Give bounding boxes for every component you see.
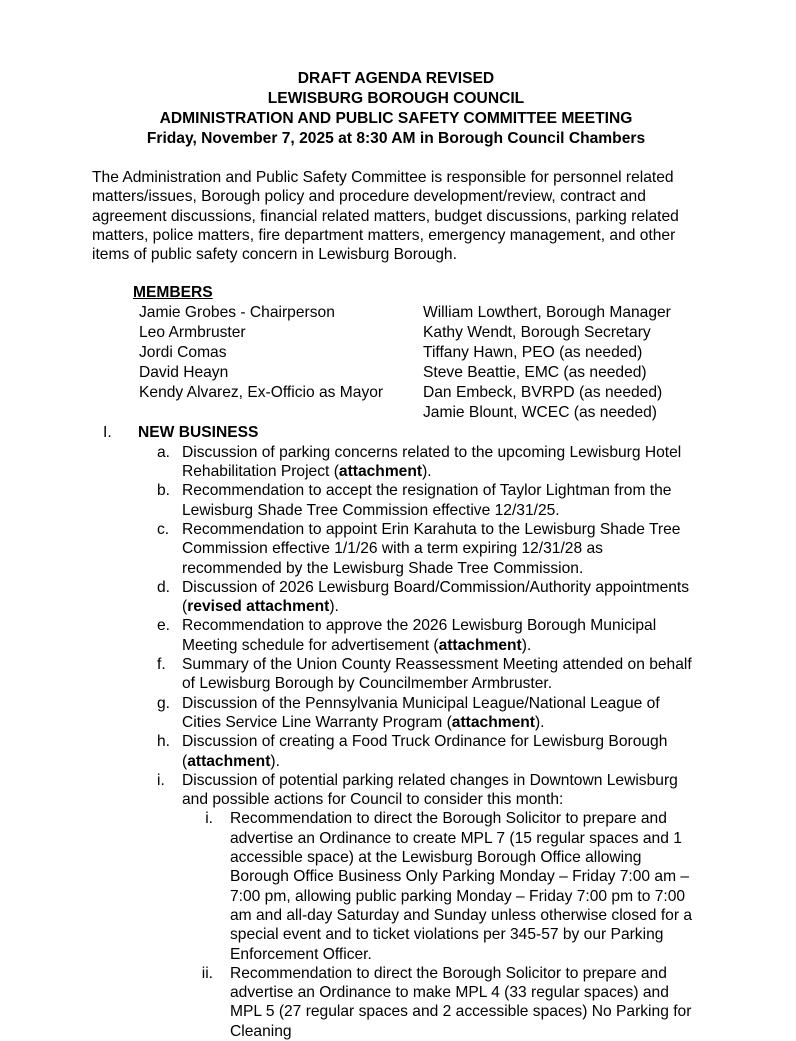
text-segment: Recommendation to appoint Erin Karahuta to the Lewisburg Shade Tree Commission effective 1/1/26 with a term expiring 12/31/28 as recommended by the Lewisburg Shade Tree Commission. xyxy=(182,520,681,577)
agenda-item xyxy=(157,578,700,617)
members-right-column xyxy=(423,303,700,423)
subitem-text xyxy=(230,809,700,963)
member-name: Tiffany Hawn, PEO (as needed) xyxy=(423,344,643,362)
section-title: NEW BUSINESS xyxy=(138,424,259,442)
item-text xyxy=(182,694,700,733)
member-name: Steve Beattie, EMC (as needed) xyxy=(423,364,647,382)
member-name: Jamie Grobes - Chairperson xyxy=(139,304,335,322)
item-text xyxy=(182,616,700,655)
header-line-council: LEWISBURG BOROUGH COUNCIL xyxy=(267,90,525,107)
members-section xyxy=(133,283,700,423)
member-name: Jamie Blount, WCEC (as needed) xyxy=(423,404,658,422)
intro-paragraph: The Administration and Public Safety Committee is responsible for personnel related matters/issues, Borough policy and procedure development/review, contract and agreement discussions, financial related matters, budget discussions, parking related matters, police matters, fire department matters, emergency management, and other items of public safety concern in Lewisburg Borough. xyxy=(92,169,679,264)
agenda-item xyxy=(157,616,700,655)
item-text xyxy=(182,578,700,617)
header-line-datetime: Friday, November 7, 2025 at 8:30 AM in Borough Council Chambers xyxy=(146,130,646,147)
bold-text: attachment xyxy=(438,636,522,654)
agenda-item xyxy=(157,771,700,1041)
member-name: Kendy Alvarez, Ex-Officio as Mayor xyxy=(139,384,384,402)
bold-text: attachment xyxy=(451,713,535,731)
text-segment: Summary of the Union County Reassessment Meeting attended on behalf of Lewisburg Borough by Councilmember Armbruster. xyxy=(182,656,692,693)
text-segment: ). xyxy=(270,752,280,770)
item-marker: g. xyxy=(157,694,171,712)
document-header xyxy=(92,69,700,149)
bold-text: revised attachment xyxy=(187,598,330,616)
item-marker: h. xyxy=(157,733,171,751)
member-name: David Heayn xyxy=(139,364,229,382)
subitem-marker: ii. xyxy=(201,964,213,982)
agenda-item xyxy=(157,481,700,520)
item-text xyxy=(182,443,700,482)
agenda-item xyxy=(157,443,700,482)
text-segment: Recommendation to approve the 2026 Lewisburg Borough Municipal Meeting schedule for advertisement ( xyxy=(182,617,657,654)
text-segment: Discussion of creating a Food Truck Ordinance for Lewisburg Borough ( xyxy=(182,733,668,770)
subitem-text xyxy=(230,964,700,1041)
item-marker: i. xyxy=(157,771,165,789)
item-text xyxy=(182,481,700,520)
text-segment: Recommendation to direct the Borough Solicitor to prepare and advertise an Ordinance to create MPL 7 (15 regular spaces and 1 accessible space) at the Lewisburg Borough Office allowing Borough Office Business Only Parking Monday – Friday 7:00 am – 7:00 pm, allowing public parking Monday – Friday 7:00 pm to 7:00 am and all-day Saturday and Sunday unless otherwise closed for a special event and to ticket violations per 345-57 by our Parking Enforcement Officer. xyxy=(230,810,693,963)
agenda-subitem xyxy=(199,809,700,963)
agenda-item xyxy=(157,732,700,771)
members-heading: MEMBERS xyxy=(133,284,213,302)
text-segment: ). xyxy=(521,636,532,654)
text-segment: Discussion of parking concerns related to the upcoming Lewisburg Hotel Rehabilitation Project ( xyxy=(182,443,682,481)
text-segment: ). xyxy=(422,463,432,481)
member-name: Leo Armbruster xyxy=(139,324,246,342)
item-text xyxy=(182,655,700,694)
member-name: Jordi Comas xyxy=(139,344,227,362)
member-name: William Lowthert, Borough Manager xyxy=(423,304,671,322)
bold-text: attachment xyxy=(187,752,271,770)
text-segment: Discussion of potential parking related changes in Downtown Lewisburg and possible actions for Council to consider this month: xyxy=(182,771,678,809)
text-segment: Discussion of 2026 Lewisburg Board/Commission/Authority appointments ( xyxy=(182,578,690,616)
text-segment: Recommendation to accept the resignation of Taylor Lightman from the Lewisburg Shade Tree Commission effective 12/31/25. xyxy=(182,482,672,519)
text-segment: Recommendation to direct the Borough Solicitor to prepare and advertise an Ordinance to make MPL 4 (33 regular spaces) and MPL 5 (27 regular spaces and 2 accessible spaces) No Parking for Cleaning xyxy=(230,964,692,1040)
item-marker: a. xyxy=(157,443,171,461)
subitem-marker: i. xyxy=(205,810,213,828)
members-left-column xyxy=(139,303,423,423)
text-segment: ). xyxy=(329,598,339,616)
item-marker: d. xyxy=(157,578,171,596)
agenda-item xyxy=(157,520,700,578)
item-marker: b. xyxy=(157,482,171,500)
bold-text: attachment xyxy=(338,463,423,481)
item-text xyxy=(182,732,700,771)
members-columns xyxy=(139,303,700,423)
header-line-committee: ADMINISTRATION AND PUBLIC SAFETY COMMITTEE MEETING xyxy=(159,110,633,127)
item-text xyxy=(182,520,700,578)
item-text xyxy=(182,771,700,1041)
agenda-section xyxy=(103,423,700,442)
agenda-item xyxy=(157,655,700,694)
section-number: I. xyxy=(103,424,112,442)
agenda-items xyxy=(92,443,700,1041)
agenda-subitem xyxy=(199,964,700,1041)
member-name: Dan Embeck, BVRPD (as needed) xyxy=(423,384,663,402)
text-segment: Discussion of the Pennsylvania Municipal League/National League of Cities Service Line Warranty Program ( xyxy=(182,694,660,731)
item-marker: c. xyxy=(157,520,170,538)
member-name: Kathy Wendt, Borough Secretary xyxy=(423,324,651,342)
item-marker: f. xyxy=(157,656,166,674)
text-segment: ). xyxy=(534,713,545,731)
agenda-item xyxy=(157,694,700,733)
item-marker: e. xyxy=(157,617,171,635)
header-line-draft-agenda: DRAFT AGENDA REVISED xyxy=(297,70,495,87)
